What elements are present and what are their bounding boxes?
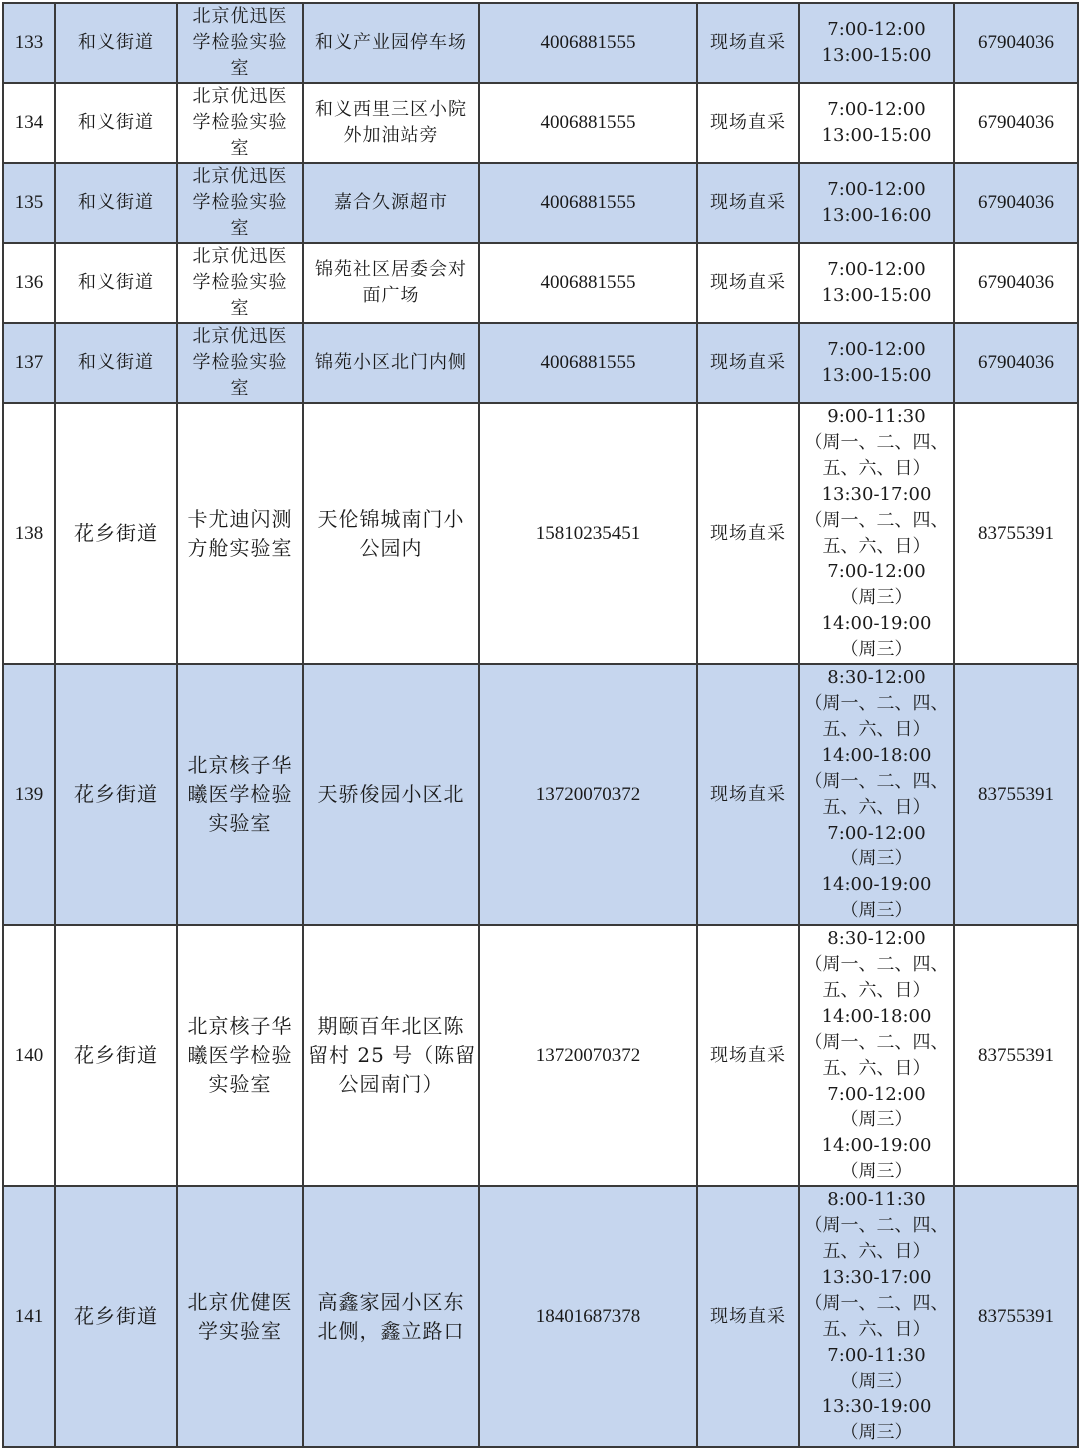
site-address-line: 面广场 xyxy=(362,285,420,306)
institution-name-line: 学检验实验 xyxy=(192,192,288,213)
service-hours-line: 14:00-19:00 xyxy=(821,874,932,896)
institution-name-line: 北京核子华 xyxy=(187,753,293,778)
contact-number: 67904036 xyxy=(954,323,1078,403)
row-number: 139 xyxy=(3,664,55,925)
row-number: 140 xyxy=(3,925,55,1186)
table-row xyxy=(3,83,1078,163)
table-row xyxy=(3,664,1078,925)
site-address xyxy=(303,403,479,664)
contact-number: 67904036 xyxy=(954,243,1078,323)
table-row xyxy=(3,163,1078,243)
service-hours-line: （周三） xyxy=(840,900,913,922)
service-hours xyxy=(799,3,954,83)
service-hours-line: 13:00-15:00 xyxy=(821,365,932,386)
contact-number: 67904036 xyxy=(954,3,1078,83)
site-address-line: 嘉合久源超市 xyxy=(334,192,448,213)
row-number: 141 xyxy=(3,1186,55,1447)
sampling-method: 现场直采 xyxy=(697,323,799,403)
street-name: 和义街道 xyxy=(55,163,177,243)
table-row xyxy=(3,323,1078,403)
institution-name xyxy=(177,664,303,925)
service-hours-line: 五、六、日） xyxy=(822,796,931,818)
service-hours-line: （周三） xyxy=(840,587,913,609)
contact-number: 83755391 xyxy=(954,1186,1078,1447)
sampling-method: 现场直采 xyxy=(697,1186,799,1447)
service-hours-line: 五、六、日） xyxy=(822,718,931,740)
site-address-line: 期颐百年北区陈 xyxy=(317,1014,465,1039)
service-hours-line: 13:30-19:00 xyxy=(821,1396,932,1418)
street-name: 花乡街道 xyxy=(55,925,177,1186)
institution-name-line: 曦医学检验 xyxy=(187,1043,293,1068)
service-hours xyxy=(799,925,954,1186)
service-hours xyxy=(799,243,954,323)
service-hours-line: （周一、二、四、 xyxy=(804,1215,949,1237)
institution-name-line: 室 xyxy=(230,58,250,79)
street-name: 花乡街道 xyxy=(55,1186,177,1447)
institution-name xyxy=(177,3,303,83)
service-hours-line: 13:30-17:00 xyxy=(821,1266,932,1288)
contact-number: 67904036 xyxy=(954,163,1078,243)
service-hours-line: 13:30-17:00 xyxy=(821,483,932,505)
service-hours xyxy=(799,1186,954,1447)
institution-name-line: 实验室 xyxy=(208,1072,272,1097)
phone-number: 4006881555 xyxy=(479,3,697,83)
service-hours xyxy=(799,403,954,664)
service-hours xyxy=(799,163,954,243)
service-hours-line: 8:00-11:30 xyxy=(827,1189,926,1211)
sampling-method: 现场直采 xyxy=(697,83,799,163)
service-hours-line: 14:00-18:00 xyxy=(821,744,932,766)
service-hours-line: 7:00-12:00 xyxy=(827,19,926,41)
testing-sites-table xyxy=(2,2,1079,1448)
institution-name-line: 室 xyxy=(230,298,250,319)
institution-name-line: 室 xyxy=(230,378,250,399)
institution-name-line: 学检验实验 xyxy=(192,352,288,373)
institution-name xyxy=(177,323,303,403)
service-hours-line: （周一、二、四、 xyxy=(804,431,949,453)
site-address xyxy=(303,1186,479,1447)
institution-name xyxy=(177,83,303,163)
institution-name-line: 北京优迅医 xyxy=(192,166,288,187)
street-name: 和义街道 xyxy=(55,83,177,163)
service-hours-line: （周一、二、四、 xyxy=(804,1292,949,1314)
sampling-method: 现场直采 xyxy=(697,243,799,323)
service-hours-line: 7:00-11:30 xyxy=(827,1344,926,1366)
service-hours-line: 五、六、日） xyxy=(822,1241,931,1262)
service-hours xyxy=(799,323,954,403)
phone-number: 18401687378 xyxy=(479,1186,697,1447)
service-hours-line: 7:00-12:00 xyxy=(827,179,926,201)
site-address xyxy=(303,83,479,163)
table-row xyxy=(3,403,1078,664)
row-number: 138 xyxy=(3,403,55,664)
service-hours-line: （周一、二、四、 xyxy=(804,954,949,976)
institution-name-line: 方舱实验室 xyxy=(187,535,293,560)
service-hours-line: （周一、二、四、 xyxy=(804,692,949,714)
institution-name xyxy=(177,243,303,323)
service-hours-line: 7:00-12:00 xyxy=(827,1083,926,1105)
institution-name-line: 北京核子华 xyxy=(187,1014,293,1039)
site-address-line: 外加油站旁 xyxy=(343,125,439,146)
site-address-line: 北侧，鑫立路口 xyxy=(317,1318,465,1343)
service-hours-line: （周三） xyxy=(840,1422,913,1444)
sampling-method: 现场直采 xyxy=(697,403,799,664)
service-hours-line: （周三） xyxy=(840,1161,913,1183)
service-hours-line: （周一、二、四、 xyxy=(804,509,949,531)
service-hours-line: （周三） xyxy=(840,848,913,870)
service-hours-line: （周一、二、四、 xyxy=(804,770,949,792)
row-number: 134 xyxy=(3,83,55,163)
site-address-line: 和义产业园停车场 xyxy=(315,32,467,53)
street-name: 和义街道 xyxy=(55,3,177,83)
institution-name-line: 北京优健医 xyxy=(187,1289,293,1314)
site-address-line: 公园内 xyxy=(359,535,423,560)
site-address xyxy=(303,323,479,403)
site-address xyxy=(303,163,479,243)
institution-name-line: 学实验室 xyxy=(198,1318,282,1343)
institution-name-line: 北京优迅医 xyxy=(192,326,288,347)
institution-name xyxy=(177,163,303,243)
service-hours-line: 7:00-12:00 xyxy=(827,99,926,121)
phone-number: 15810235451 xyxy=(479,403,697,664)
institution-name-line: 北京优迅医 xyxy=(192,86,288,107)
service-hours-line: 五、六、日） xyxy=(822,979,931,1001)
service-hours-line: 13:00-15:00 xyxy=(821,125,932,146)
service-hours-line: （周一、二、四、 xyxy=(804,1031,949,1053)
table-row xyxy=(3,3,1078,83)
service-hours-line: 9:00-11:30 xyxy=(827,406,926,427)
service-hours-line: 13:00-15:00 xyxy=(821,285,932,306)
institution-name-line: 室 xyxy=(230,138,250,159)
service-hours-line: （周三） xyxy=(840,1370,913,1392)
sampling-method: 现场直采 xyxy=(697,3,799,83)
contact-number: 67904036 xyxy=(954,83,1078,163)
phone-number: 13720070372 xyxy=(479,664,697,925)
institution-name xyxy=(177,403,303,664)
site-address xyxy=(303,243,479,323)
service-hours-line: 7:00-12:00 xyxy=(827,822,926,844)
site-address-line: 公园南门） xyxy=(338,1072,444,1097)
service-hours-line: 13:00-15:00 xyxy=(821,45,932,66)
phone-number: 4006881555 xyxy=(479,323,697,403)
site-address xyxy=(303,664,479,925)
service-hours-line: 五、六、日） xyxy=(822,457,931,479)
institution-name-line: 学检验实验 xyxy=(192,112,288,133)
phone-number: 13720070372 xyxy=(479,925,697,1186)
institution-name xyxy=(177,925,303,1186)
service-hours-line: 7:00-12:00 xyxy=(827,561,926,583)
institution-name-line: 学检验实验 xyxy=(192,272,288,293)
service-hours-line: 14:00-18:00 xyxy=(821,1005,932,1027)
service-hours xyxy=(799,83,954,163)
institution-name-line: 北京优迅医 xyxy=(192,246,288,267)
sampling-method: 现场直采 xyxy=(697,664,799,925)
institution-name-line: 曦医学检验 xyxy=(187,782,293,807)
phone-number: 4006881555 xyxy=(479,163,697,243)
institution-name-line: 卡尤迪闪测 xyxy=(187,506,293,531)
service-hours-line: 14:00-19:00 xyxy=(821,613,932,635)
row-number: 135 xyxy=(3,163,55,243)
site-address-line: 留村 25 号（陈留 xyxy=(308,1043,477,1068)
site-address-line: 锦苑社区居委会对 xyxy=(315,259,467,280)
street-name: 花乡街道 xyxy=(55,664,177,925)
phone-number: 4006881555 xyxy=(479,83,697,163)
service-hours-line: 8:30-12:00 xyxy=(827,667,926,689)
service-hours-line: 五、六、日） xyxy=(822,535,931,557)
service-hours-line: 7:00-12:00 xyxy=(827,339,926,361)
site-address-line: 锦苑小区北门内侧 xyxy=(315,352,467,373)
service-hours-line: 7:00-12:00 xyxy=(827,259,926,281)
site-address-line: 天骄俊园小区北 xyxy=(317,782,465,807)
site-address-line: 高鑫家园小区东 xyxy=(317,1289,465,1314)
sampling-method: 现场直采 xyxy=(697,163,799,243)
site-address-line: 和义西里三区小院 xyxy=(315,99,467,120)
service-hours xyxy=(799,664,954,925)
institution-name xyxy=(177,1186,303,1447)
table-row xyxy=(3,243,1078,323)
row-number: 133 xyxy=(3,3,55,83)
street-name: 和义街道 xyxy=(55,243,177,323)
service-hours-line: 13:00-16:00 xyxy=(821,205,932,226)
phone-number: 4006881555 xyxy=(479,243,697,323)
street-name: 和义街道 xyxy=(55,323,177,403)
contact-number: 83755391 xyxy=(954,403,1078,664)
institution-name-line: 室 xyxy=(230,218,250,239)
table-row xyxy=(3,1186,1078,1447)
site-address xyxy=(303,925,479,1186)
service-hours-line: （周三） xyxy=(840,639,913,661)
site-address xyxy=(303,3,479,83)
institution-name-line: 实验室 xyxy=(208,811,272,836)
sampling-method: 现场直采 xyxy=(697,925,799,1186)
site-address-line: 天伦锦城南门小 xyxy=(317,506,465,531)
service-hours-line: 14:00-19:00 xyxy=(821,1135,932,1157)
service-hours-line: （周三） xyxy=(840,1109,913,1131)
institution-name-line: 学检验实验 xyxy=(192,32,288,53)
table-row xyxy=(3,925,1078,1186)
table-body xyxy=(3,3,1078,1447)
contact-number: 83755391 xyxy=(954,925,1078,1186)
contact-number: 83755391 xyxy=(954,664,1078,925)
service-hours-line: 五、六、日） xyxy=(822,1057,931,1079)
institution-name-line: 北京优迅医 xyxy=(192,6,288,27)
row-number: 136 xyxy=(3,243,55,323)
service-hours-line: 五、六、日） xyxy=(822,1318,931,1340)
street-name: 花乡街道 xyxy=(55,403,177,664)
service-hours-line: 8:30-12:00 xyxy=(827,928,926,950)
row-number: 137 xyxy=(3,323,55,403)
